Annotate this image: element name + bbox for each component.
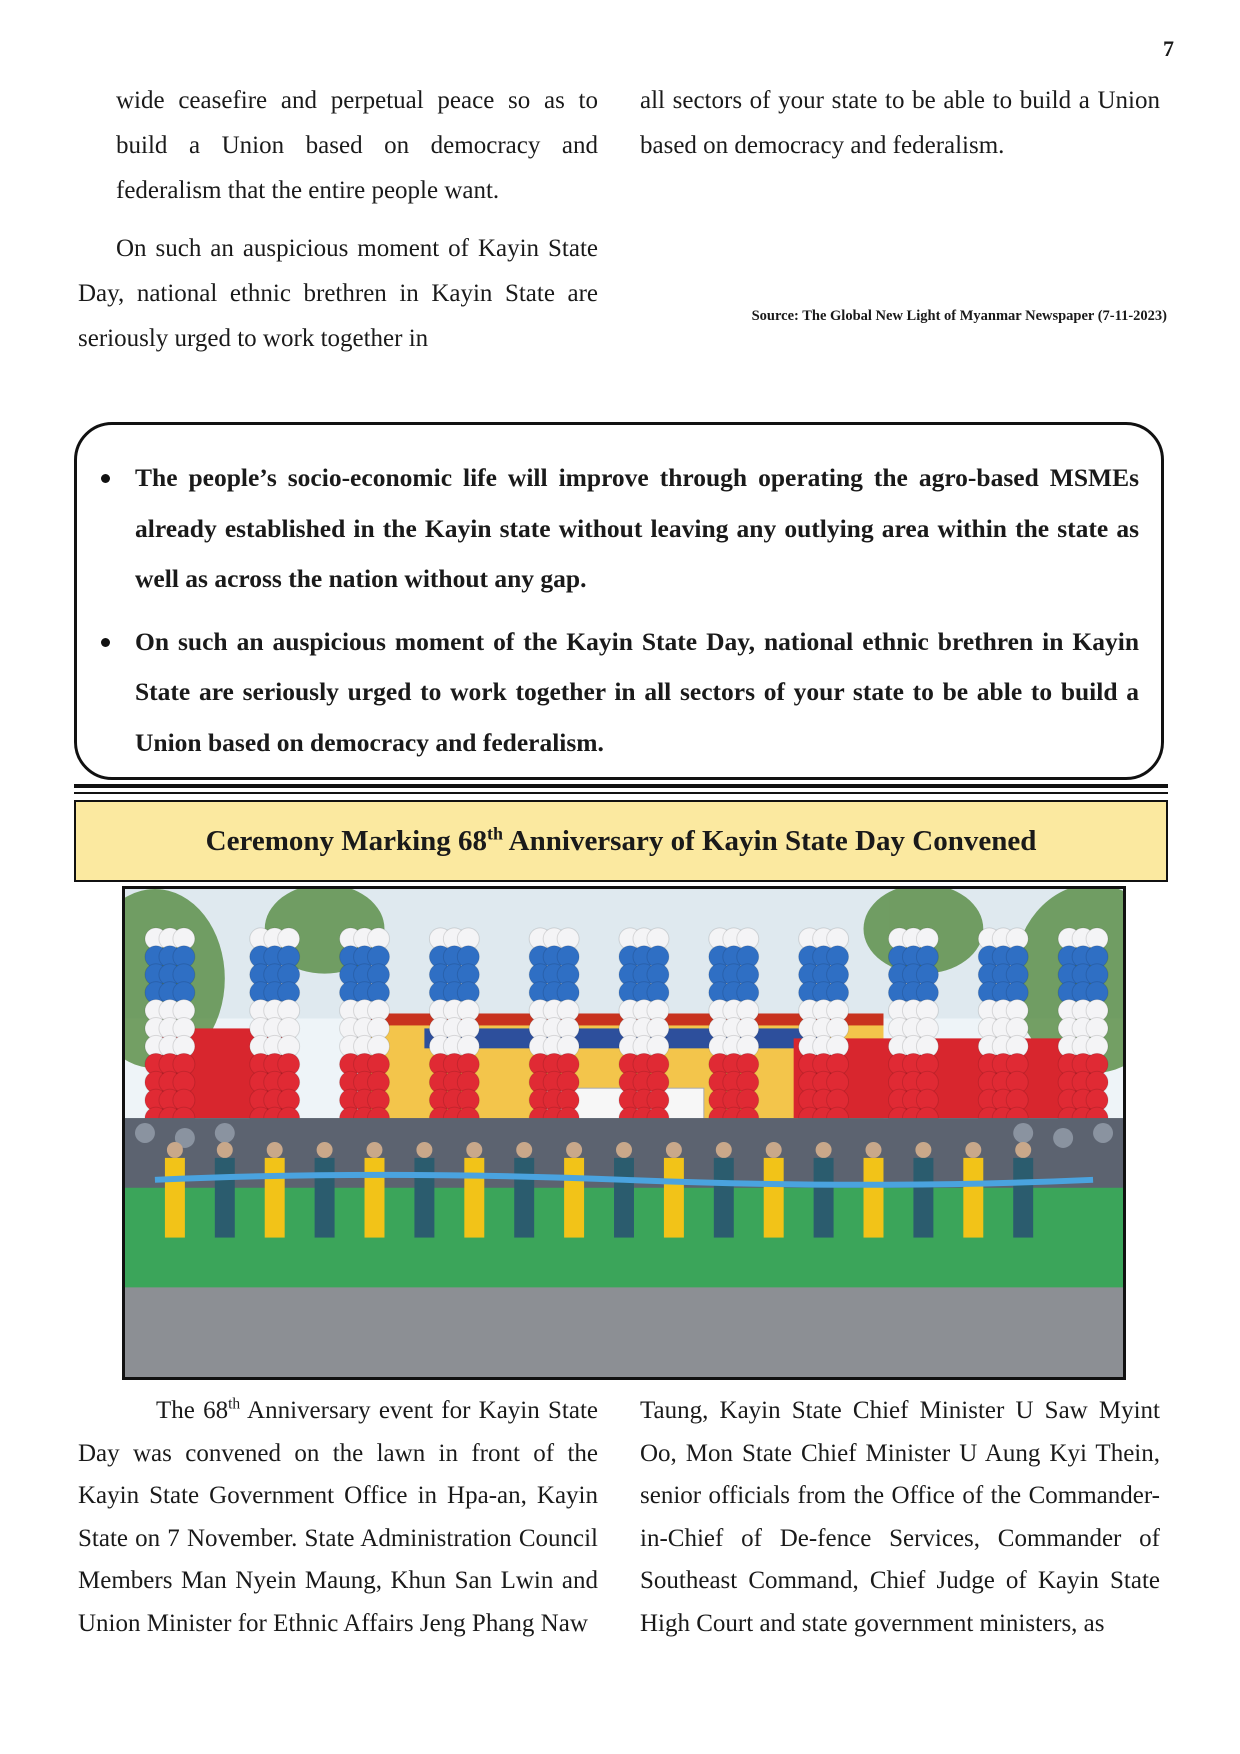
headline-banner: [74, 800, 1168, 882]
article-left-paragraph: The 68th Anniversary event for Kayin State Day was convened on the lawn in front of the Kayin State Government Office in Hpa-an, Kayin State on 7 November. State Administration Council Members Man Nyein Maung, Khun San Lwin and Union Minister for Ethnic Affairs Jeng Phang Naw: [78, 1395, 598, 1637]
highlight-bullet-2: [135, 617, 1139, 769]
top-left-paragraph-1: wide ceasefire and perpetual peace so as to build a Union based on democracy and federalism that the entire people want.: [116, 87, 598, 204]
divider-thin: [74, 792, 1168, 794]
top-right-column: [640, 78, 1160, 168]
highlight-bullet-text-2: On such an auspicious moment of the Kayin State Day, national ethnic brethren in Kayin State are seriously urged to work together in all sectors of your state to be able to build a Union based on democracy and federalism.: [135, 626, 1139, 757]
highlight-bullet-text-1: The people’s socio-economic life will improve through operating the agro-based MSMEs already established in the Kayin state without leaving any outlying area within the state as well as across the nation without any gap.: [135, 463, 1139, 593]
top-left-column: [78, 78, 598, 361]
divider-thick: [74, 784, 1168, 788]
bullet-icon: [101, 638, 110, 647]
bullet-icon: [101, 474, 110, 483]
highlight-bullet-1: [135, 453, 1139, 605]
article-right-column: [640, 1390, 1160, 1645]
highlight-box: [74, 422, 1164, 780]
article-right-paragraph: Taung, Kayin State Chief Minister U Saw Myint Oo, Mon State Chief Minister U Aung Kyi Thein, senior officials from the Office of the Commander-in-Chief of De-fence Services, Commander of Southeast Command, Chief Judge of Kayin State High Court and state government ministers, as: [640, 1397, 1160, 1637]
ceremony-illustration: [125, 889, 1123, 1377]
top-right-paragraph: all sectors of your state to be able to build a Union based on democracy and federalism.: [640, 87, 1160, 159]
top-left-paragraph-2: On such an auspicious moment of Kayin State Day, national ethnic brethren in Kayin State are seriously urged to work together in: [78, 235, 598, 352]
article-left-column: [78, 1390, 598, 1645]
page-number: 7: [1163, 36, 1174, 61]
highlight-list: [135, 453, 1139, 768]
headline-text: Ceremony Marking 68th Anniversary of Kayin State Day Convened: [205, 822, 1037, 857]
source-citation: Source: The Global New Light of Myanmar Newspaper (7-11-2023): [751, 308, 1167, 324]
ceremony-photo: [122, 886, 1126, 1380]
